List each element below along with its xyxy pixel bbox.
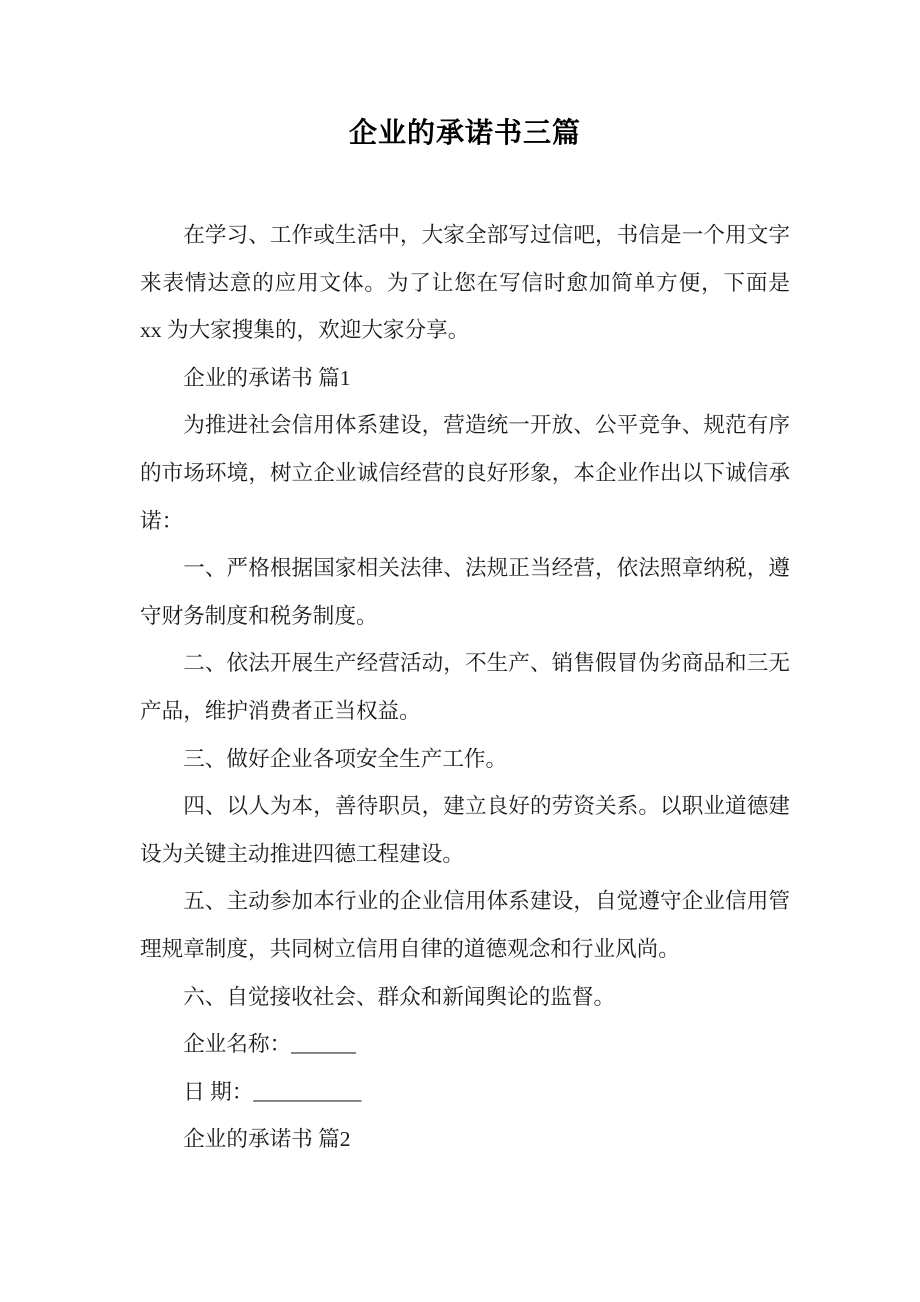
intro-paragraph: 在学习、工作或生活中，大家全部写过信吧，书信是一个用文字来表情达意的应用文体。为了让您在写信时愈加简单方便，下面是 xx 为大家搜集的，欢迎大家分享。 <box>140 223 790 343</box>
date-line: 日 期：__________ <box>183 1079 362 1104</box>
commitment-item-6: 六、自觉接收社会、群众和新闻舆论的监督。 <box>183 984 616 1009</box>
document-title: 企业的承诺书三篇 <box>348 118 581 149</box>
piece2-heading: 企业的承诺书 篇2 <box>183 1127 351 1152</box>
commitment-item-4: 四、以人为本，善待职员，建立良好的劳资关系。以职业道德建设为关键主动推进四德工程建设。 <box>140 794 790 866</box>
commitment-item-2: 二、依法开展生产经营活动，不生产、销售假冒伪劣商品和三无产品，维护消费者正当权益。 <box>140 651 790 723</box>
commitment-item-5: 五、主动参加本行业的企业信用体系建设，自觉遵守企业信用管理规章制度，共同树立信用自律的道德观念和行业风尚。 <box>140 889 790 961</box>
piece1-heading: 企业的承诺书 篇1 <box>183 365 351 390</box>
company-name-line: 企业名称：______ <box>183 1032 356 1057</box>
commitment-item-3: 三、做好企业各项安全生产工作。 <box>183 746 508 771</box>
document-body <box>140 212 790 1164</box>
piece1-opening-paragraph: 为推进社会信用体系建设，营造统一开放、公平竞争、规范有序的市场环境，树立企业诚信经营的良好形象，本企业作出以下诚信承诺： <box>140 413 790 533</box>
commitment-item-1: 一、严格根据国家相关法律、法规正当经营，依法照章纳税，遵守财务制度和税务制度。 <box>140 556 790 628</box>
